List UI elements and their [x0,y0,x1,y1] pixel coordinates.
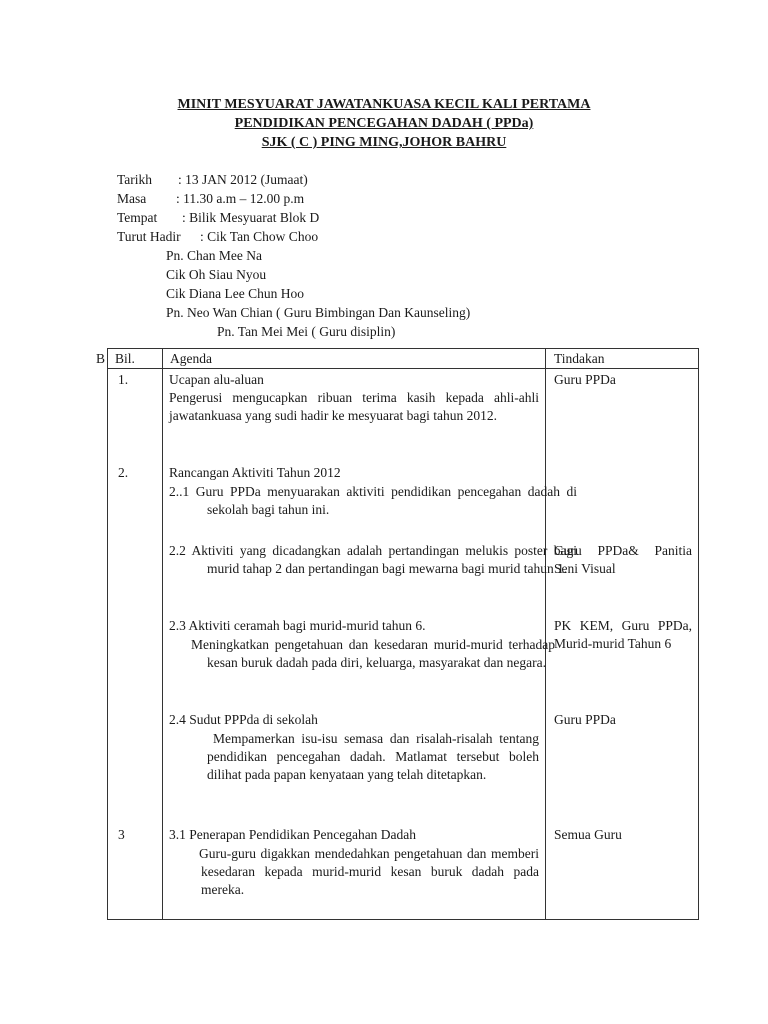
tempat-label: Tempat [117,210,158,225]
agenda-subitem-text: Guru-guru digakkan mendedahkan pengetahuan dan memberi kesedaran kepada murid-murid kesan buruk dadah pada mereka. [199,846,539,897]
bil-number: 3 [118,827,125,842]
attendee-name: Cik Oh Siau Nyou [166,267,267,282]
attendee-name: Pn. Neo Wan Chian ( Guru Bimbingan Dan Kaunseling) [166,305,471,320]
tarikh-value: : 13 JAN 2012 (Jumaat) [178,172,308,187]
agenda-subitem-text: Meningkatkan pengetahuan dan kesedaran murid-murid terhadap kesan buruk dadah pada diri, keluarga, masyarakat dan negara. [191,637,555,670]
tindakan-text: Guru PPDa [554,372,616,387]
table-row [108,369,699,920]
agenda-heading: Rancangan Aktiviti Tahun 2012 [169,465,341,480]
agenda-heading: Ucapan alu-aluan [169,372,264,387]
tindakan-text: PK KEM, Guru PPDa, Murid-murid Tahun 6 [554,618,692,651]
stray-mark: B [96,351,106,366]
attendee-name: Cik Diana Lee Chun Hoo [166,286,304,301]
document-title-line-3: SJK ( C ) PING MING,JOHOR BAHRU [261,135,507,150]
bil-number: 2. [118,465,129,480]
agenda-subitem-text: Mempamerkan isu-isu semasa dan risalah-risalah tentang pendidikan pencegahan dadah. Matlamat tersebut boleh dilihat pada papan kenyataan yang telah ditetapkan. [207,731,539,782]
table-header-row [108,349,699,369]
agenda-subitem-title: 2.4 Sudut PPPda di sekolah [169,712,318,727]
agenda-subitem-title: 2.3 Aktiviti ceramah bagi murid-murid tahun 6. [169,618,426,633]
bil-number: 1. [118,372,129,387]
agenda-text: Pengerusi mengucapkan ribuan terima kasih kepada ahli-ahli jawatankuasa yang sudi hadir ke mesyuarat bagi tahun 2012. [169,390,539,423]
bil-column [108,369,162,919]
document-title-line-1: MINIT MESYUARAT JAWATANKUASA KECIL KALI PERTAMA [177,97,591,112]
turut-hadir-value: : Cik Tan Chow Choo [200,229,319,244]
document-title-line-2: PENDIDIKAN PENCEGAHAN DADAH ( PPDa) [234,116,534,131]
tindakan-text: Guru PPDa [554,712,616,727]
tindakan-text: Guru PPDa& Panitia Seni Visual [554,543,692,576]
minutes-table [107,348,699,920]
attendee-name: Pn. Tan Mei Mei ( Guru disiplin) [217,324,396,339]
agenda-column [163,369,577,919]
masa-label: Masa [117,191,147,206]
tarikh-label: Tarikh [117,172,153,187]
tindakan-column [546,369,698,919]
turut-hadir-label: Turut Hadir [117,229,181,244]
agenda-subitem: 2..1 Guru PPDa menyuarakan aktiviti pendidikan pencegahan dadah di sekolah bagi tahun ini. [169,484,577,517]
attendee-name: Pn. Chan Mee Na [166,248,262,263]
agenda-subitem: 2.2 Aktiviti yang dicadangkan adalah pertandingan melukis poster bagi murid tahap 2 dan pertandingan bagi mewarna bagi murid tahun 1. [169,543,577,576]
agenda-subitem-title: 3.1 Penerapan Pendidikan Pencegahan Dadah [169,827,417,842]
header-bil: Bil. [115,351,135,366]
masa-value: : 11.30 a.m – 12.00 p.m [176,191,305,206]
header-agenda: Agenda [170,351,212,366]
header-tindakan: Tindakan [554,351,605,366]
tempat-value: : Bilik Mesyuarat Blok D [182,210,320,225]
tindakan-text: Semua Guru [554,827,622,842]
